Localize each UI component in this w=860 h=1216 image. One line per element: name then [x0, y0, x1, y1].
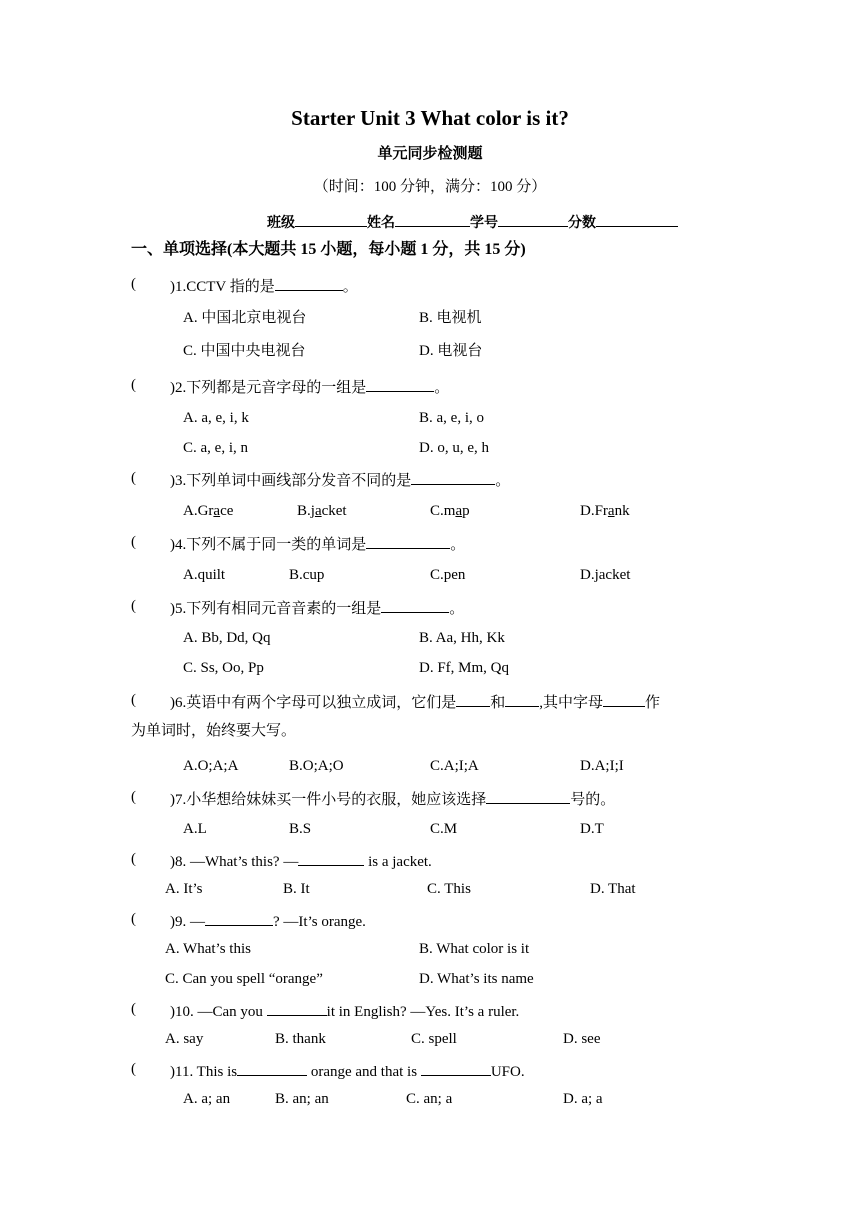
- question-9-paren: (: [131, 911, 136, 927]
- question-1-option-a: A. 中国北京电视台: [183, 310, 307, 326]
- question-4-option-c: C.pen: [430, 567, 466, 583]
- question-2-option-d: D. o, u, e, h: [419, 440, 489, 456]
- student-id-blank: [498, 210, 568, 227]
- question-6-option-a: A.O;A;A: [183, 758, 239, 774]
- student-info-row: [267, 210, 678, 234]
- question-5-paren: (: [131, 598, 136, 614]
- question-11-option-b: B. an; an: [275, 1091, 329, 1107]
- question-4-paren: (: [131, 534, 136, 550]
- question-5-option-b: B. Aa, Hh, Kk: [419, 630, 505, 646]
- exam-title: Starter Unit 3 What color is it?: [291, 106, 569, 130]
- score-label: 分数: [568, 216, 596, 231]
- question-7-option-c: C.M: [430, 821, 458, 837]
- question-1-option-d: D. 电视台: [419, 343, 483, 359]
- question-3-option-b: B.jacket: [297, 503, 347, 519]
- question-7-paren: (: [131, 789, 136, 805]
- question-10-paren: (: [131, 1001, 136, 1017]
- exam-subtitle: 单元同步检测题: [377, 146, 483, 162]
- question-4-option-b: B.cup: [289, 567, 325, 583]
- question-1-stem: )1.CCTV 指的是 。: [170, 274, 358, 297]
- question-8-option-a: A. It’s: [165, 881, 203, 897]
- question-10-option-a: A. say: [165, 1031, 204, 1047]
- question-6-option-c: C.A;I;A: [430, 758, 479, 774]
- question-5-option-d: D. Ff, Mm, Qq: [419, 660, 510, 676]
- question-11-option-c: C. an; a: [406, 1091, 453, 1107]
- score-blank: [596, 210, 678, 227]
- question-1-option-c: C. 中国中央电视台: [183, 343, 306, 359]
- question-7-stem: )7.小华想给妹妹买一件小号的衣服，她应该选择 号的。: [170, 787, 615, 810]
- question-3-option-d: D.Frank: [580, 503, 630, 519]
- question-3-stem: )3.下列单词中画线部分发音不同的是 。: [170, 468, 510, 491]
- question-2-stem: )2.下列都是元音字母的一组是 。: [170, 375, 449, 398]
- question-10-stem: )10. —Can you it in English? —Yes. It’s a ruler.: [170, 999, 519, 1022]
- question-6-stem-line2: 为单词时，始终要大写。: [131, 723, 297, 739]
- question-9-option-c: C. Can you spell “orange”: [165, 971, 323, 987]
- question-4-option-a: A.quilt: [183, 567, 226, 583]
- question-2-option-a: A. a, e, i, k: [183, 410, 249, 426]
- question-9-stem: )9. — ? —It’s orange.: [170, 909, 366, 932]
- class-blank: [295, 210, 367, 227]
- student-id-label: 学号: [470, 216, 498, 231]
- question-4-option-d: D.jacket: [580, 567, 631, 583]
- question-10-option-b: B. thank: [275, 1031, 326, 1047]
- question-1-paren: (: [131, 276, 136, 292]
- question-10-option-d: D. see: [563, 1031, 601, 1047]
- question-4-stem: )4.下列不属于同一类的单词是 。: [170, 532, 465, 555]
- question-8-option-d: D. That: [590, 881, 636, 897]
- question-5-option-a: A. Bb, Dd, Qq: [183, 630, 271, 646]
- question-8-paren: (: [131, 851, 136, 867]
- name-label: 姓名: [367, 216, 395, 231]
- question-6-paren: (: [131, 692, 136, 708]
- question-11-option-a: A. a; an: [183, 1091, 231, 1107]
- question-9-option-b: B. What color is it: [419, 941, 530, 957]
- question-11-option-d: D. a; a: [563, 1091, 603, 1107]
- question-6-option-d: D.A;I;I: [580, 758, 624, 774]
- question-1-option-b: B. 电视机: [419, 310, 482, 326]
- question-9-option-d: D. What’s its name: [419, 971, 534, 987]
- name-blank: [395, 210, 470, 227]
- question-8-option-c: C. This: [427, 881, 471, 897]
- question-3-option-c: C.map: [430, 503, 470, 519]
- question-6-stem: )6.英语中有两个字母可以独立成词，它们是 和 ,其中字母 作: [170, 690, 660, 713]
- question-8-option-b: B. It: [283, 881, 310, 897]
- question-2-option-b: B. a, e, i, o: [419, 410, 484, 426]
- question-3-option-a: A.Grace: [183, 503, 234, 519]
- class-label: 班级: [267, 216, 295, 231]
- question-5-stem: )5.下列有相同元音音素的一组是 。: [170, 596, 464, 619]
- question-2-option-c: C. a, e, i, n: [183, 440, 248, 456]
- question-3-paren: (: [131, 470, 136, 486]
- question-9-option-a: A. What’s this: [165, 941, 251, 957]
- question-11-paren: (: [131, 1061, 136, 1077]
- question-10-option-c: C. spell: [411, 1031, 457, 1047]
- question-5-option-c: C. Ss, Oo, Pp: [183, 660, 264, 676]
- section-heading: 一、单项选择(本大题共 15 小题，每小题 1 分，共 15 分): [131, 241, 526, 258]
- question-7-option-a: A.L: [183, 821, 207, 837]
- question-6-option-b: B.O;A;O: [289, 758, 344, 774]
- question-11-stem: )11. This is orange and that is UFO.: [170, 1059, 525, 1082]
- question-7-option-b: B.S: [289, 821, 312, 837]
- question-7-option-d: D.T: [580, 821, 604, 837]
- time-info: （时间：100 分钟，满分：100 分）: [313, 179, 547, 195]
- question-2-paren: (: [131, 377, 136, 393]
- question-8-stem: )8. —What’s this? — is a jacket.: [170, 849, 432, 872]
